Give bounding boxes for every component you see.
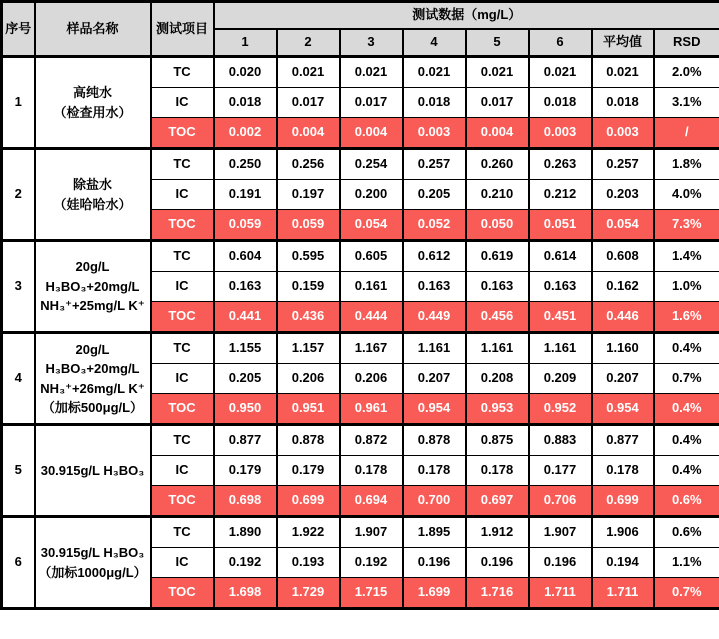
average-cell: 0.003 (592, 118, 654, 149)
value-cell-6: 1.711 (529, 578, 592, 609)
value-cell-3: 0.021 (340, 57, 403, 88)
value-cell-1: 0.950 (214, 394, 277, 425)
value-cell-4: 0.178 (403, 456, 466, 486)
rsd-cell: 0.4% (654, 425, 719, 456)
value-cell-2: 0.193 (277, 548, 340, 578)
test-item-cell: TOC (151, 394, 214, 425)
value-cell-2: 0.436 (277, 302, 340, 333)
value-cell-1: 0.604 (214, 241, 277, 272)
header-sub-col-3: 3 (340, 29, 403, 57)
sample-name-line: H₃BO₃+20mg/L (45, 361, 140, 376)
average-cell: 0.207 (592, 364, 654, 394)
value-cell-4: 1.161 (403, 333, 466, 364)
test-item-cell: IC (151, 456, 214, 486)
header-sub-col-5: 5 (466, 29, 529, 57)
value-cell-3: 0.161 (340, 272, 403, 302)
value-cell-6: 0.177 (529, 456, 592, 486)
rsd-cell: 2.0% (654, 57, 719, 88)
value-cell-4: 0.052 (403, 210, 466, 241)
rsd-cell: 1.1% (654, 548, 719, 578)
rsd-cell: / (654, 118, 719, 149)
value-cell-3: 0.444 (340, 302, 403, 333)
rsd-cell: 1.4% (654, 241, 719, 272)
rsd-cell: 0.6% (654, 486, 719, 517)
value-cell-3: 0.017 (340, 88, 403, 118)
sample-name-line: 20g/L (75, 341, 110, 357)
average-cell: 1.160 (592, 333, 654, 364)
value-cell-5: 0.163 (466, 272, 529, 302)
value-cell-5: 0.210 (466, 180, 529, 210)
value-cell-4: 0.878 (403, 425, 466, 456)
value-cell-6: 0.209 (529, 364, 592, 394)
rsd-cell: 4.0% (654, 180, 719, 210)
sample-name-line: （娃哈哈水） (53, 196, 132, 212)
value-cell-4: 0.954 (403, 394, 466, 425)
test-item-cell: TC (151, 425, 214, 456)
average-cell: 1.711 (592, 578, 654, 609)
value-cell-3: 0.054 (340, 210, 403, 241)
sample-index-cell: 6 (2, 517, 35, 609)
sample-index-cell: 5 (2, 425, 35, 517)
test-item-cell: TOC (151, 118, 214, 149)
average-cell: 0.203 (592, 180, 654, 210)
header-row-main (2, 2, 719, 30)
average-cell: 0.699 (592, 486, 654, 517)
sample-name-cell (35, 241, 151, 333)
rsd-cell: 0.6% (654, 517, 719, 548)
average-cell: 0.162 (592, 272, 654, 302)
table-header (2, 2, 719, 57)
table-row (2, 425, 719, 456)
value-cell-1: 0.192 (214, 548, 277, 578)
value-cell-5: 0.178 (466, 456, 529, 486)
value-cell-3: 0.192 (340, 548, 403, 578)
value-cell-2: 0.017 (277, 88, 340, 118)
value-cell-2: 0.595 (277, 241, 340, 272)
value-cell-5: 0.953 (466, 394, 529, 425)
value-cell-6: 0.196 (529, 548, 592, 578)
average-cell: 0.018 (592, 88, 654, 118)
value-cell-5: 0.260 (466, 149, 529, 180)
test-item-cell: TOC (151, 302, 214, 333)
value-cell-1: 1.890 (214, 517, 277, 548)
value-cell-5: 0.196 (466, 548, 529, 578)
sample-name-cell (35, 425, 151, 517)
sample-name-line: 30.915g/L H₃BO₃ (40, 462, 145, 478)
header-sub-col-6: 6 (529, 29, 592, 57)
average-cell: 0.877 (592, 425, 654, 456)
table-row (2, 149, 719, 180)
rsd-cell: 1.0% (654, 272, 719, 302)
value-cell-4: 1.699 (403, 578, 466, 609)
header-col-sample-name: 样品名称 (35, 2, 151, 57)
value-cell-6: 0.263 (529, 149, 592, 180)
value-cell-2: 0.004 (277, 118, 340, 149)
value-cell-5: 0.017 (466, 88, 529, 118)
value-cell-2: 0.951 (277, 394, 340, 425)
value-cell-3: 0.254 (340, 149, 403, 180)
value-cell-4: 0.449 (403, 302, 466, 333)
rsd-cell: 0.4% (654, 333, 719, 364)
average-cell: 0.608 (592, 241, 654, 272)
test-item-cell: TOC (151, 486, 214, 517)
value-cell-1: 0.877 (214, 425, 277, 456)
header-sub-col-average: 平均值 (592, 29, 654, 57)
value-cell-3: 0.872 (340, 425, 403, 456)
value-cell-5: 0.050 (466, 210, 529, 241)
table-row (2, 517, 719, 548)
value-cell-6: 0.163 (529, 272, 592, 302)
value-cell-1: 0.441 (214, 302, 277, 333)
sample-name-line: （检查用水） (53, 104, 132, 120)
rsd-cell: 0.4% (654, 456, 719, 486)
rsd-cell: 0.7% (654, 364, 719, 394)
rsd-cell: 0.7% (654, 578, 719, 609)
test-item-cell: TC (151, 241, 214, 272)
value-cell-2: 1.729 (277, 578, 340, 609)
value-cell-6: 0.003 (529, 118, 592, 149)
value-cell-1: 0.191 (214, 180, 277, 210)
value-cell-4: 0.257 (403, 149, 466, 180)
table-row (2, 241, 719, 272)
test-item-cell: TOC (151, 210, 214, 241)
header-sub-col-rsd: RSD (654, 29, 719, 57)
value-cell-4: 0.700 (403, 486, 466, 517)
sample-index-cell: 4 (2, 333, 35, 425)
value-cell-2: 0.699 (277, 486, 340, 517)
sample-name-line: 30.915g/L H₃BO₃ (40, 545, 145, 560)
value-cell-5: 1.912 (466, 517, 529, 548)
value-cell-3: 1.907 (340, 517, 403, 548)
average-cell: 0.257 (592, 149, 654, 180)
header-sub-col-2: 2 (277, 29, 340, 57)
test-item-cell: IC (151, 548, 214, 578)
sample-name-line: 高纯水 (72, 85, 112, 100)
value-cell-2: 1.922 (277, 517, 340, 548)
value-cell-2: 0.059 (277, 210, 340, 241)
value-cell-2: 0.159 (277, 272, 340, 302)
value-cell-6: 1.907 (529, 517, 592, 548)
value-cell-6: 0.018 (529, 88, 592, 118)
value-cell-4: 0.207 (403, 364, 466, 394)
table-row (2, 57, 719, 88)
sample-name-line: （加标500μg/L） (41, 400, 144, 415)
value-cell-4: 1.895 (403, 517, 466, 548)
value-cell-1: 0.002 (214, 118, 277, 149)
value-cell-4: 0.196 (403, 548, 466, 578)
table-body (2, 57, 719, 609)
header-col-index: 序号 (2, 2, 35, 57)
value-cell-3: 1.167 (340, 333, 403, 364)
value-cell-1: 1.698 (214, 578, 277, 609)
value-cell-6: 0.021 (529, 57, 592, 88)
value-cell-6: 0.051 (529, 210, 592, 241)
value-cell-3: 0.961 (340, 394, 403, 425)
value-cell-6: 0.883 (529, 425, 592, 456)
value-cell-1: 0.698 (214, 486, 277, 517)
value-cell-2: 1.157 (277, 333, 340, 364)
value-cell-4: 0.021 (403, 57, 466, 88)
value-cell-1: 0.163 (214, 272, 277, 302)
value-cell-3: 0.694 (340, 486, 403, 517)
value-cell-6: 0.451 (529, 302, 592, 333)
average-cell: 1.906 (592, 517, 654, 548)
sample-name-cell (35, 57, 151, 149)
sample-name-cell (35, 517, 151, 609)
value-cell-5: 0.875 (466, 425, 529, 456)
value-cell-3: 0.200 (340, 180, 403, 210)
value-cell-3: 0.004 (340, 118, 403, 149)
value-cell-1: 1.155 (214, 333, 277, 364)
value-cell-5: 0.208 (466, 364, 529, 394)
sample-index-cell: 3 (2, 241, 35, 333)
value-cell-5: 1.716 (466, 578, 529, 609)
test-item-cell: IC (151, 272, 214, 302)
test-item-cell: IC (151, 180, 214, 210)
sample-name-cell (35, 333, 151, 425)
value-cell-1: 0.179 (214, 456, 277, 486)
rsd-cell: 3.1% (654, 88, 719, 118)
sample-index-cell: 2 (2, 149, 35, 241)
test-item-cell: TC (151, 149, 214, 180)
value-cell-2: 0.197 (277, 180, 340, 210)
header-col-test-item: 测试项目 (151, 2, 214, 57)
header-sub-col-4: 4 (403, 29, 466, 57)
test-item-cell: TC (151, 333, 214, 364)
value-cell-1: 0.020 (214, 57, 277, 88)
sample-index-cell: 1 (2, 57, 35, 149)
test-item-cell: TC (151, 517, 214, 548)
value-cell-4: 0.163 (403, 272, 466, 302)
value-cell-2: 0.206 (277, 364, 340, 394)
sample-name-line: H₃BO₃+20mg/L (45, 278, 140, 294)
value-cell-6: 0.614 (529, 241, 592, 272)
header-sub-col-1: 1 (214, 29, 277, 57)
value-cell-3: 1.715 (340, 578, 403, 609)
average-cell: 0.054 (592, 210, 654, 241)
value-cell-2: 0.878 (277, 425, 340, 456)
sample-name-line: 除盐水 (72, 177, 112, 192)
value-cell-4: 0.003 (403, 118, 466, 149)
value-cell-5: 0.697 (466, 486, 529, 517)
test-item-cell: IC (151, 88, 214, 118)
header-data-group: 测试数据（mg/L） (214, 2, 719, 30)
sample-name-line: NH₃⁺+25mg/L K⁺ (40, 298, 145, 314)
test-item-cell: IC (151, 364, 214, 394)
value-cell-1: 0.059 (214, 210, 277, 241)
value-cell-3: 0.206 (340, 364, 403, 394)
value-cell-3: 0.178 (340, 456, 403, 486)
value-cell-2: 0.256 (277, 149, 340, 180)
value-cell-4: 0.612 (403, 241, 466, 272)
average-cell: 0.021 (592, 57, 654, 88)
sample-name-line: 20g/L (75, 259, 110, 275)
sample-name-cell (35, 149, 151, 241)
sample-name-line: NH₃⁺+26mg/L K⁺ (40, 380, 145, 396)
average-cell: 0.194 (592, 548, 654, 578)
sample-name-line: （加标1000μg/L） (38, 564, 147, 580)
value-cell-3: 0.605 (340, 241, 403, 272)
rsd-cell: 0.4% (654, 394, 719, 425)
value-cell-4: 0.205 (403, 180, 466, 210)
value-cell-6: 0.706 (529, 486, 592, 517)
rsd-cell: 7.3% (654, 210, 719, 241)
test-item-cell: TC (151, 57, 214, 88)
value-cell-6: 0.212 (529, 180, 592, 210)
value-cell-1: 0.250 (214, 149, 277, 180)
rsd-cell: 1.8% (654, 149, 719, 180)
test-item-cell: TOC (151, 578, 214, 609)
value-cell-1: 0.018 (214, 88, 277, 118)
average-cell: 0.954 (592, 394, 654, 425)
value-cell-6: 1.161 (529, 333, 592, 364)
value-cell-5: 0.456 (466, 302, 529, 333)
average-cell: 0.178 (592, 456, 654, 486)
value-cell-5: 0.619 (466, 241, 529, 272)
value-cell-4: 0.018 (403, 88, 466, 118)
value-cell-6: 0.952 (529, 394, 592, 425)
value-cell-1: 0.205 (214, 364, 277, 394)
table-row (2, 333, 719, 364)
value-cell-5: 1.161 (466, 333, 529, 364)
average-cell: 0.446 (592, 302, 654, 333)
value-cell-2: 0.179 (277, 456, 340, 486)
value-cell-5: 0.021 (466, 57, 529, 88)
value-cell-2: 0.021 (277, 57, 340, 88)
value-cell-5: 0.004 (466, 118, 529, 149)
rsd-cell: 1.6% (654, 302, 719, 333)
